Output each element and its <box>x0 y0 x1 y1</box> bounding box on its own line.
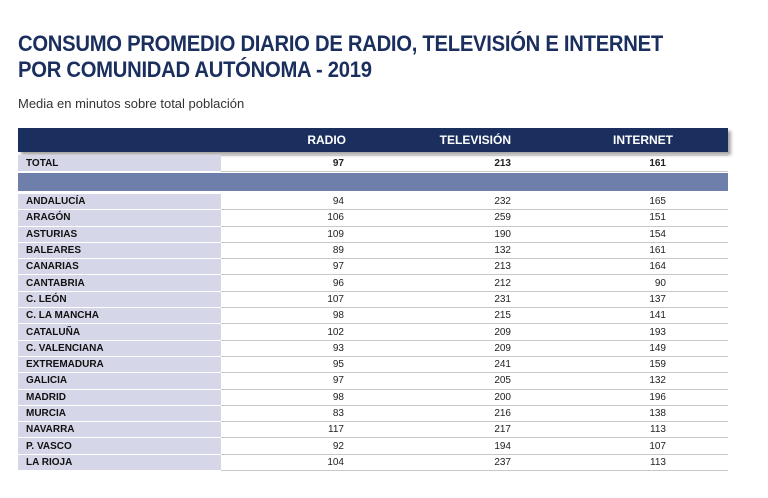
television-value: 232 <box>386 194 556 210</box>
internet-value: 154 <box>556 227 728 243</box>
table-body <box>18 194 728 471</box>
television-value: 190 <box>386 227 556 243</box>
television-value: 194 <box>386 438 556 454</box>
row-label: BALEARES <box>18 243 221 259</box>
table-row <box>18 406 728 422</box>
internet-value: 161 <box>556 155 728 172</box>
internet-value: 113 <box>556 422 728 438</box>
table-row <box>18 194 728 210</box>
television-value: 216 <box>386 406 556 422</box>
table-row <box>18 357 728 373</box>
data-table <box>18 128 728 471</box>
subtitle: Media en minutos sobre total población <box>18 96 245 111</box>
television-value: 209 <box>386 324 556 340</box>
radio-value: 97 <box>221 155 386 172</box>
radio-value: 93 <box>221 341 386 357</box>
table-row <box>18 422 728 438</box>
radio-value: 98 <box>221 308 386 324</box>
radio-value: 97 <box>221 259 386 275</box>
radio-value: 89 <box>221 243 386 259</box>
internet-value: 165 <box>556 194 728 210</box>
television-value: 241 <box>386 357 556 373</box>
table-row <box>18 292 728 308</box>
row-label: LA RIOJA <box>18 455 221 471</box>
header-internet: INTERNET <box>613 133 673 147</box>
row-label: ANDALUCÍA <box>18 194 221 210</box>
radio-value: 94 <box>221 194 386 210</box>
radio-value: 97 <box>221 373 386 389</box>
internet-value: 90 <box>556 275 728 291</box>
internet-value: 151 <box>556 210 728 226</box>
row-label: TOTAL <box>18 155 221 172</box>
table-header <box>18 128 728 152</box>
internet-value: 149 <box>556 341 728 357</box>
row-label: C. LA MANCHA <box>18 308 221 324</box>
table-row <box>18 259 728 275</box>
row-label: CANTABRIA <box>18 275 221 291</box>
row-label: MURCIA <box>18 406 221 422</box>
radio-value: 83 <box>221 406 386 422</box>
separator-band <box>18 173 728 191</box>
radio-value: 117 <box>221 422 386 438</box>
table-row <box>18 341 728 357</box>
television-value: 200 <box>386 390 556 406</box>
total-row <box>18 155 728 172</box>
header-radio: RADIO <box>307 133 346 147</box>
table-row <box>18 275 728 291</box>
internet-value: 132 <box>556 373 728 389</box>
radio-value: 95 <box>221 357 386 373</box>
table-row <box>18 455 728 471</box>
internet-value: 141 <box>556 308 728 324</box>
internet-value: 161 <box>556 243 728 259</box>
row-label: EXTREMADURA <box>18 357 221 373</box>
television-value: 259 <box>386 210 556 226</box>
header-empty <box>18 128 221 152</box>
row-label: CANARIAS <box>18 259 221 275</box>
row-label: P. VASCO <box>18 438 221 454</box>
internet-value: 164 <box>556 259 728 275</box>
television-value: 217 <box>386 422 556 438</box>
table-row <box>18 390 728 406</box>
table-row <box>18 227 728 243</box>
television-value: 205 <box>386 373 556 389</box>
television-value: 231 <box>386 292 556 308</box>
row-label: MADRID <box>18 390 221 406</box>
radio-value: 106 <box>221 210 386 226</box>
television-value: 132 <box>386 243 556 259</box>
internet-value: 107 <box>556 438 728 454</box>
radio-value: 96 <box>221 275 386 291</box>
internet-value: 193 <box>556 324 728 340</box>
television-value: 212 <box>386 275 556 291</box>
internet-value: 196 <box>556 390 728 406</box>
table-row <box>18 324 728 340</box>
row-label: NAVARRA <box>18 422 221 438</box>
television-value: 237 <box>386 455 556 471</box>
table-row <box>18 438 728 454</box>
row-label: C. VALENCIANA <box>18 341 221 357</box>
table-row <box>18 373 728 389</box>
table-row <box>18 308 728 324</box>
table-row <box>18 210 728 226</box>
radio-value: 92 <box>221 438 386 454</box>
television-value: 209 <box>386 341 556 357</box>
row-label: GALICIA <box>18 373 221 389</box>
title-line-2: POR COMUNIDAD AUTÓNOMA - 2019 <box>18 57 372 82</box>
television-value: 213 <box>386 259 556 275</box>
television-value: 213 <box>386 155 556 172</box>
row-label: C. LEÓN <box>18 292 221 308</box>
row-label: ASTURIAS <box>18 227 221 243</box>
table-row <box>18 243 728 259</box>
row-label: ARAGÓN <box>18 210 221 226</box>
internet-value: 137 <box>556 292 728 308</box>
radio-value: 104 <box>221 455 386 471</box>
title-line-1: CONSUMO PROMEDIO DIARIO DE RADIO, TELEVISIÓN E INTERNET <box>18 31 663 56</box>
radio-value: 109 <box>221 227 386 243</box>
internet-value: 113 <box>556 455 728 471</box>
radio-value: 98 <box>221 390 386 406</box>
internet-value: 138 <box>556 406 728 422</box>
header-television: TELEVISIÓN <box>439 133 511 147</box>
radio-value: 102 <box>221 324 386 340</box>
page-title <box>18 31 663 83</box>
radio-value: 107 <box>221 292 386 308</box>
television-value: 215 <box>386 308 556 324</box>
internet-value: 159 <box>556 357 728 373</box>
row-label: CATALUÑA <box>18 324 221 340</box>
